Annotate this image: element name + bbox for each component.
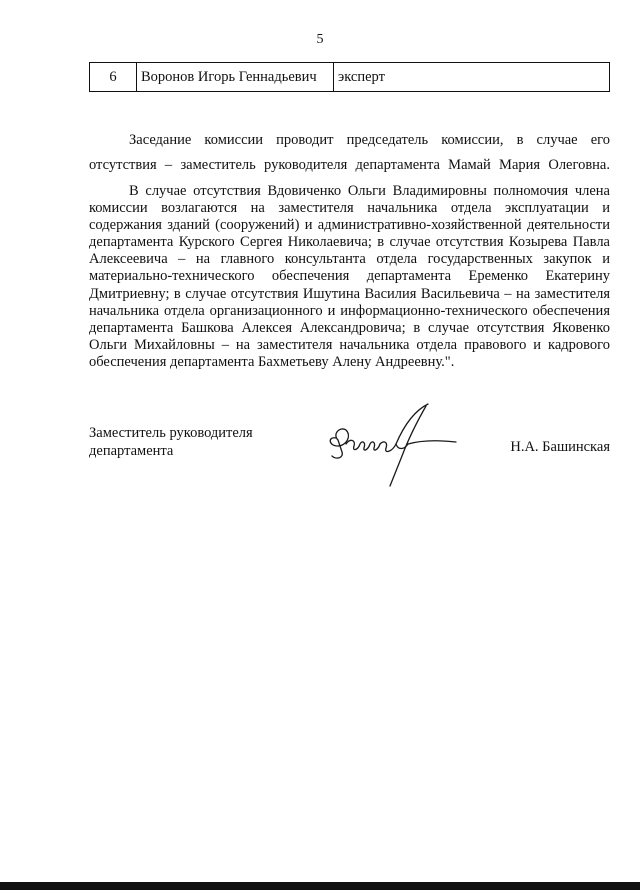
table-row [90,63,610,92]
signer-name: Н.А. Башинская [510,439,610,455]
members-table [89,62,610,92]
paragraph-chair-line2: отсутствия – заместитель руководителя департамента Мамай Мария Олеговна. [89,157,610,173]
member-role-cell: эксперт [334,63,610,92]
signer-position-line2: департамента [89,443,174,459]
signer-position [89,424,253,460]
page-number: 5 [316,32,324,47]
handwritten-signature [322,400,462,490]
member-name-cell: Воронов Игорь Геннадьевич [137,63,334,92]
paragraph-chair-line1: Заседание комиссии проводит председатель комиссии, в случае его [129,132,610,148]
signer-position-line1: Заместитель руководителя [89,425,253,441]
scan-edge-bar [0,882,640,890]
row-number-cell: 6 [90,63,137,92]
paragraph-substitutions: В случае отсутствия Вдовиченко Ольги Владимировны полномочия члена комиссии возлагаются на заместителя начальника отдела эксплуатации и содержания зданий (сооружений) и административно-хозяйственной деятельности департамента Курского Сергея Николаевича; в случае отсутствия Козырева Павла Алексеевича – на главного консультанта отдела государственных закупок и материально-технического обеспечения департамента Еременко Екатерину Дмитриевну; в случае отсутствия Ишутина Василия Васильевича – на заместителя начальника отдела организационного и информационно-технического обеспечения департамента Башкова Алексея Александровича; в случае отсутствия Яковенко Ольги Михайловны – на заместителя начальника отдела правового и кадрового обеспечения департамента Бахметьеву Алену Андреевну.". [89,183,610,370]
